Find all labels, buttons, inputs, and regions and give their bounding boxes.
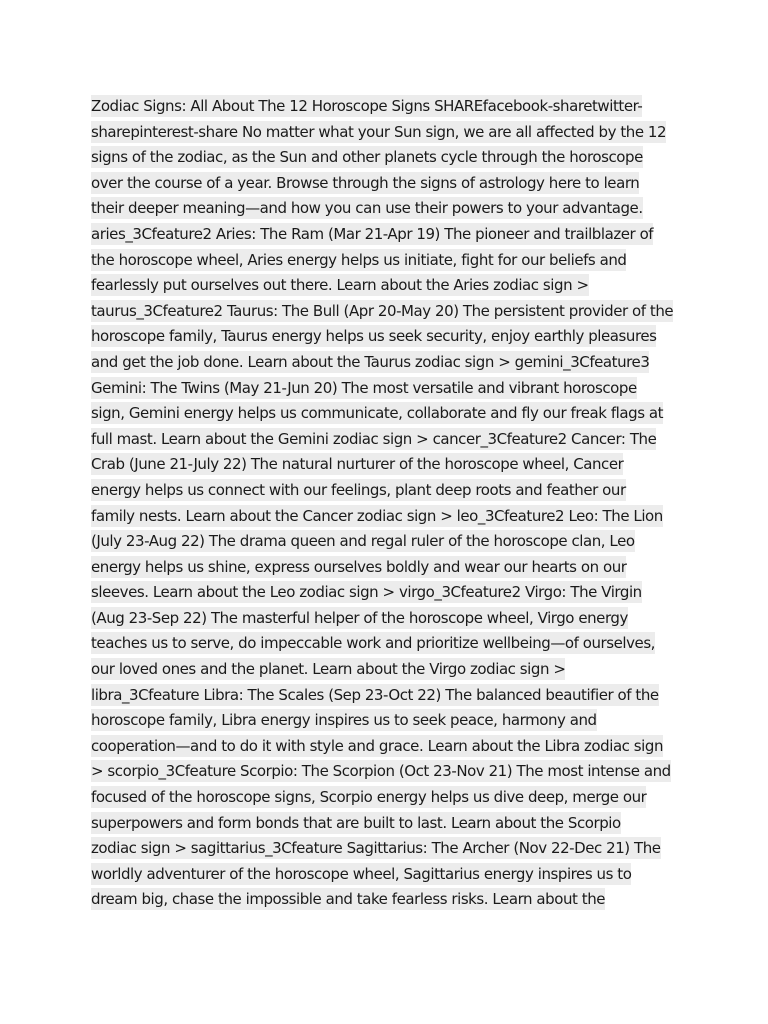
text-line: sleeves. Learn about the Leo zodiac sign > virgo_3Cfeature2 Virgo: The Virgin xyxy=(91,583,642,602)
text-line: superpowers and form bonds that are built to last. Learn about the Scorpio xyxy=(91,813,621,832)
text-line: the horoscope wheel, Aries energy helps us initiate, fight for our beliefs and xyxy=(91,250,627,269)
text-line: sharepinterest-share No matter what your Sun sign, we are all affected by the 12 xyxy=(91,122,667,141)
text-line: (July 23-Aug 22) The drama queen and regal ruler of the horoscope clan, Leo xyxy=(91,532,635,551)
text-line: libra_3Cfeature Libra: The Scales (Sep 23-Oct 22) The balanced beautifier of the xyxy=(91,685,659,704)
text-line: energy helps us connect with our feelings, plant deep roots and feather our xyxy=(91,480,626,499)
text-line: taurus_3Cfeature2 Taurus: The Bull (Apr 20-May 20) The persistent provider of the xyxy=(91,301,674,320)
text-line: teaches us to serve, do impeccable work and prioritize wellbeing—of ourselves, xyxy=(91,634,655,653)
text-line: aries_3Cfeature2 Aries: The Ram (Mar 21-Apr 19) The pioneer and trailblazer of xyxy=(91,224,654,243)
text-line: family nests. Learn about the Cancer zodiac sign > leo_3Cfeature2 Leo: The Lion xyxy=(91,506,663,525)
text-line: worldly adventurer of the horoscope wheel, Sagittarius energy inspires us to xyxy=(91,864,632,883)
text-line: dream big, chase the impossible and take fearless risks. Learn about the xyxy=(91,890,606,909)
document-body-text xyxy=(91,94,691,913)
text-line: over the course of a year. Browse through the signs of astrology here to learn xyxy=(91,173,640,192)
text-line: full mast. Learn about the Gemini zodiac sign > cancer_3Cfeature2 Cancer: The xyxy=(91,429,657,448)
text-line: Gemini: The Twins (May 21-Jun 20) The most versatile and vibrant horoscope xyxy=(91,378,637,397)
text-line: Crab (June 21-July 22) The natural nurturer of the horoscope wheel, Cancer xyxy=(91,455,624,474)
text-line: energy helps us shine, express ourselves boldly and wear our hearts on our xyxy=(91,557,627,576)
text-line: cooperation—and to do it with style and grace. Learn about the Libra zodiac sign xyxy=(91,736,664,755)
text-line: zodiac sign > sagittarius_3Cfeature Sagittarius: The Archer (Nov 22-Dec 21) The xyxy=(91,839,661,858)
text-line: fearlessly put ourselves out there. Learn about the Aries zodiac sign > xyxy=(91,276,589,295)
text-line: signs of the zodiac, as the Sun and other planets cycle through the horoscope xyxy=(91,148,643,167)
text-line: their deeper meaning—and how you can use their powers to your advantage. xyxy=(91,199,643,218)
text-line: horoscope family, Taurus energy helps us seek security, enjoy earthly pleasures xyxy=(91,327,657,346)
text-line: horoscope family, Libra energy inspires us to seek peace, harmony and xyxy=(91,711,597,730)
text-line: > scorpio_3Cfeature Scorpio: The Scorpion (Oct 23-Nov 21) The most intense and xyxy=(91,762,671,781)
text-line: sign, Gemini energy helps us communicate, collaborate and fly our freak flags at xyxy=(91,404,664,423)
text-line: Zodiac Signs: All About The 12 Horoscope Signs SHAREfacebook-sharetwitter- xyxy=(91,97,643,115)
text-line: focused of the horoscope signs, Scorpio energy helps us dive deep, merge our xyxy=(91,788,647,807)
text-line: (Aug 23-Sep 22) The masterful helper of the horoscope wheel, Virgo energy xyxy=(91,608,628,627)
text-line: and get the job done. Learn about the Taurus zodiac sign > gemini_3Cfeature3 xyxy=(91,352,650,371)
text-line: our loved ones and the planet. Learn about the Virgo zodiac sign > xyxy=(91,660,566,679)
